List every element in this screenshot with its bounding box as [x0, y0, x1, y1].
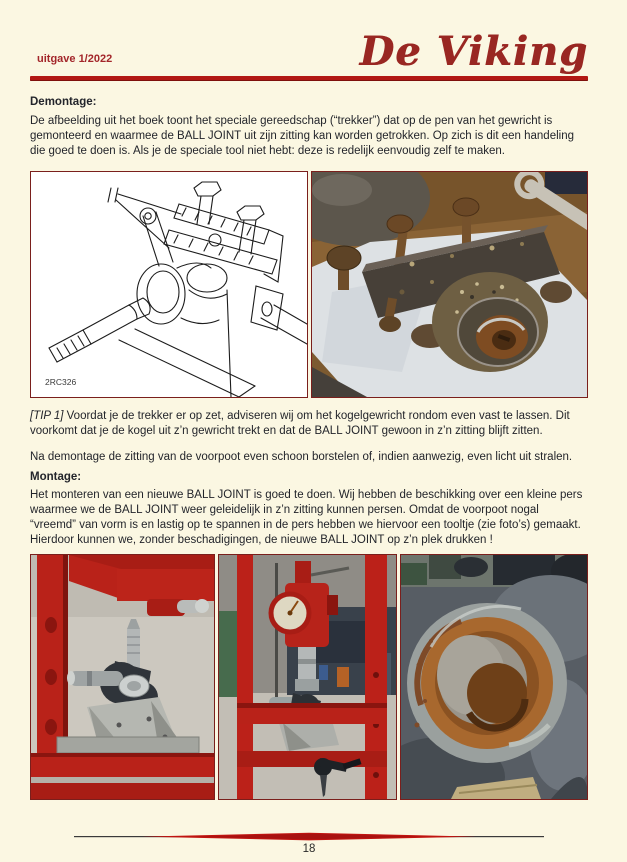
- seat-closeup-illustration: [401, 555, 588, 799]
- na-demontage-line: Na demontage de zitting van de voorpoot even schoon borstelen of, indien aanwezig, even licht uit stralen.: [30, 451, 573, 463]
- figure-photo-trekker: [311, 171, 588, 398]
- trekker-drawing-illustration: [31, 172, 307, 397]
- masthead-title: De Viking: [359, 28, 588, 75]
- drawing-code-label: 2RC326: [45, 377, 77, 387]
- tip-label: [TIP 1]: [30, 410, 64, 422]
- article-body: [30, 95, 588, 857]
- montage-paragraph: Het monteren van een nieuwe BALL JOINT is goed te doen. Wij hebben de beschikking over een kleine pers waarmee we de BALL JOINT weer geleidelijk in z’n zitting kunnen persen. Omdat de voorpoot nogal “vreemd” van vorm is en lastig op te spannen in de pers hebben we hiervoor een tooltje (zie foto’s) gemaakt. Hierdoor kunnen we, zonder beschadigingen, de nieuwe BALL JOINT op z’n plek drukken !: [30, 489, 583, 546]
- page-header: [30, 0, 588, 76]
- tip-text: Voordat je de trekker er op zet, adviseren wij om het kogelgewricht rondom even vast te lassen. Dit voorkomt dat je de kogel uit z’n gewricht trekt en dat de BALL JOINT gewoon in z’n zitting blijft zitten.: [30, 410, 570, 437]
- figure-photo-press-wide: [218, 554, 397, 800]
- figure-row-montage: [30, 554, 588, 800]
- press-wide-illustration: [219, 555, 397, 799]
- figure-photo-press-closeup: [30, 554, 215, 800]
- figure-photo-seat-closeup: [400, 554, 588, 800]
- press-closeup-illustration: [31, 555, 215, 799]
- tip-paragraph: [30, 409, 588, 439]
- figure-row-demontage: [30, 171, 588, 398]
- figure-technical-drawing: [30, 171, 308, 398]
- demontage-heading: Demontage:: [30, 96, 97, 108]
- footer-divider: [74, 832, 544, 841]
- issue-label: uitgave 1/2022: [37, 53, 113, 65]
- montage-heading: Montage:: [30, 471, 82, 483]
- trekker-photo-illustration: [312, 172, 587, 397]
- header-rule: [30, 76, 588, 81]
- demontage-paragraph: De afbeelding uit het boek toont het speciale gereedschap (“trekker”) dat op de pen van het gewricht is gemonteerd en waarmee de BALL JOINT uit zijn zitting kan worden getrokken. Op zich is dit een handeling die goed te doen is. Als je de speciale tool niet hebt: deze is redelijk eenvoudig zelf te maken.: [30, 115, 574, 157]
- page-number: 18: [302, 843, 316, 855]
